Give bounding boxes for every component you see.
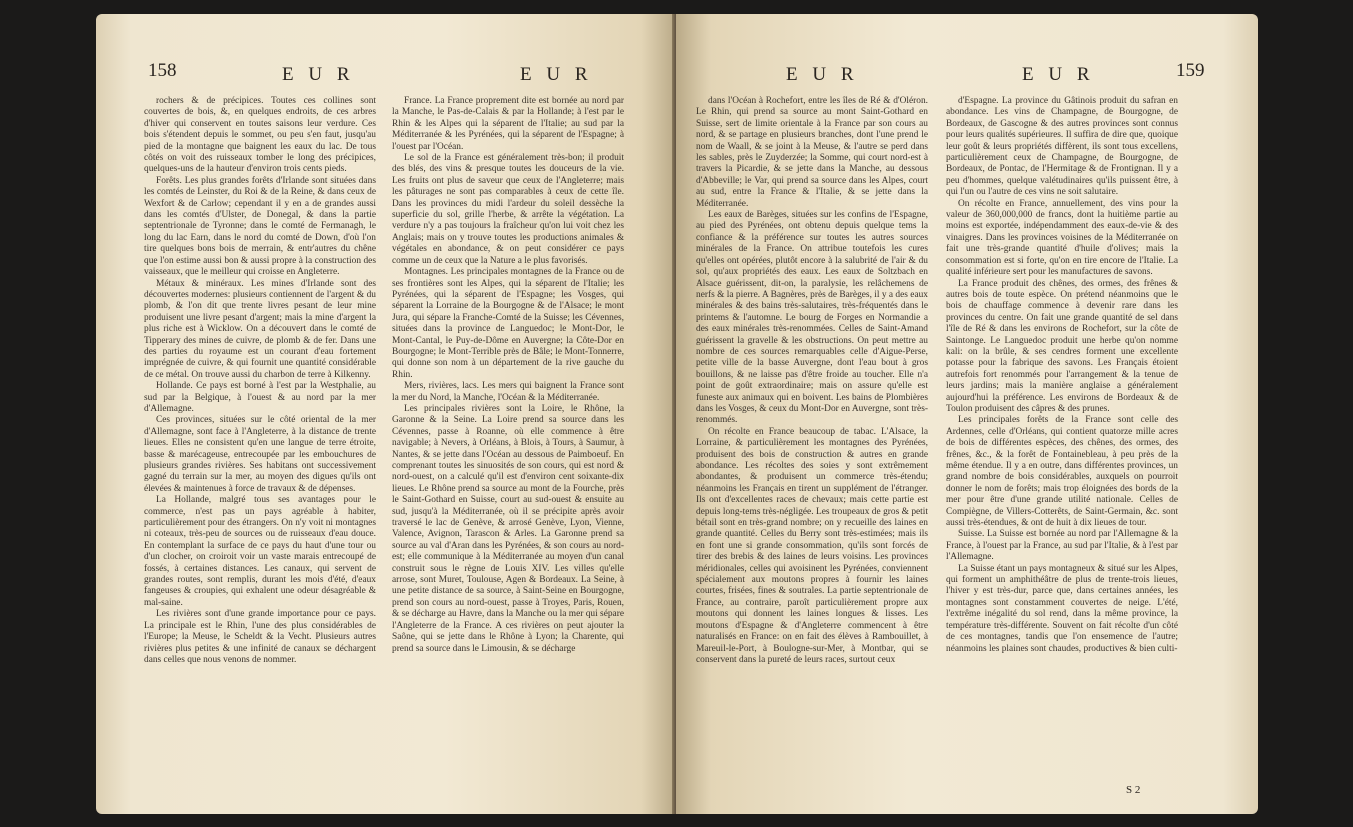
paragraph: Hollande. Ce pays est borné à l'est par la Westphalie, au sud par la Belgique, à l'ouest & au nord par la mer d'Allemagne. [144,381,376,414]
page-number: 159 [1176,60,1205,81]
running-head: E U R [786,64,859,85]
paragraph: France. La France proprement dite est bornée au nord par la Manche, le Pas-de-Calais & par la Hollande; à l'est par le Rhin & les Alpes qui la séparent de l'Italie; au sud par la Méditerranée & les Pyrénées, qui la séparent de l'Espagne; à l'ouest par l'Océan. [392,96,624,152]
paragraph: Les rivières sont d'une grande importance pour ce pays. La principale est le Rhin, l'une des plus considérables de l'Europe; la Meuse, le Scheldt & la Vecht. Plusieurs autres rivières plus petites & une infinité de canaux se déchargent dans celles que nous venons de nommer. [144,609,376,665]
paragraph: Métaux & minéraux. Les mines d'Irlande sont des découvertes modernes: plusieurs contiennent de l'argent & du plomb, & l'on dit que trente livres pesant de leur mine produisent une livre pesant d'argent; mais la mine d'argent la plus riche est à Wicklow. On a découvert dans le comté de Tipperary des mines de cuivre, de plomb & de fer. Dans une des parties du royaume est un courant d'eau fortement imprégnée de cuivre, & qui fournit une quantité considérable de ce métal. On trouve aussi du charbon de terre à Kilkenny. [144,278,376,380]
paragraph: On récolte en France, annuellement, des vins pour la valeur de 360,000,000 de francs, dont la huitième partie au moins est exportée, indépendamment des eaux-de-vie & des vinaigres. Dans les provinces voisines de la Méditerranée on fait une très-grande quantité d'huile d'olives; mais la consommation est si forte, qu'on en tire encore de l'Italie. La qualité inférieure sert pour les manufactures de savons. [946,198,1178,278]
running-head: E U R [1022,64,1095,85]
paragraph: rochers & de précipices. Toutes ces collines sont couvertes de bois, &, en quelques endroits, de ces arbres d'hiver qui conservent en toutes saisons leur verdure. Ces bois s'étendent depuis le sommet, ou peu s'en faut, jusqu'au pied de la montagne que baignent les eaux du lac. De tous côtés on voit des ruisseaux tomber le long des précipices, quelques-uns de la hauteur d'environ trois cents pieds. [144,96,376,175]
running-head: E U R [282,64,355,85]
paragraph: La Suisse étant un pays montagneux & situé sur les Alpes, qui forment un amphithéâtre de plus de trente-trois lieues, l'hiver y est très-dur, parce que, dans certaines années, les montagnes sont constamment couvertes de neige. L'été, l'extrême inégalité du sol rend, dans la même province, la température très-différente. Souvent on fait récolte d'un côté de ces montagnes, tandis que l'on ensemence de l'autre; néanmoins les plaines sont chaudes, productives & bien culti- [946,563,1178,654]
page-number: 158 [148,60,177,81]
paragraph: Forêts. Les plus grandes forêts d'Irlande sont situées dans les comtés de Leinster, du Roi & de la Reine, & dans ceux de Wexfort & de Carlow; cependant il y en a de grandes aussi dans les comtés d'Ulster, de Donegal, & dans la partie septentrionale de Tyronne; dans le comté de Fermanagh, le long du lac Earn, dans le nord du comté de Down, d'où l'on tire quelques bons bois de merrain, & entr'autres du chêne que l'on estime aussi bon & aussi propre à la construction des vaisseaux, que le meilleur qui croisse en Angleterre. [144,175,376,278]
paragraph: Suisse. La Suisse est bornée au nord par l'Allemagne & la France, à l'ouest par la France, au sud par l'Italie, & à l'est par l'Allemagne. [946,529,1178,563]
paragraph: Les eaux de Barèges, situées sur les confins de l'Espagne, au pied des Pyrénées, ont obtenu depuis quelque tems la confiance & la préférence sur toutes les autres sources minérales de la France. On attribue toutefois les cures qu'elles ont opérées, plutôt encore à la salubrité de l'air & du sol, qu'aux propriétés des eaux. Les eaux de Soltzbach en Alsace guérissent, dit-on, la paralysie, les relâchemens de nerfs & la pierre. A Bagnères, près de Barèges, il y a des eaux minérales & des bains très-salutaires, très-fréquentés dans le printems & l'automne. Le bourg de Forges en Normandie a des eaux minérales très-renommées. Celles de Saint-Amand guérissent la gravelle & les obstructions. On peut mettre au nombre de ces sources remarquables celle d'Aigue-Perse, petite ville de la basse Auvergne, dont l'eau bout à gros bouillons, & ne laisse pas d'être froide au toucher. Elle n'a point de goût extraordinaire; mais on assure qu'elle est funeste aux animaux qui en boivent. Les bains de Plombières dans les Vosges, & ceux du Mont-Dor en Auvergne, sont très-renommés. [696,210,928,426]
running-head: E U R [520,64,593,85]
paragraph: Mers, rivières, lacs. Les mers qui baignent la France sont la mer du Nord, la Manche, l'Océan & la Méditerranée. [392,381,624,403]
text-column-right [392,96,624,796]
paragraph: Ces provinces, situées sur le côté oriental de la mer d'Allemagne, sont face à l'Angleterre, à la distance de trente lieues. Elles ne consistent qu'en une langue de terre étroite, basse & marécageuse, entrecoupée par les embouchures de plusieurs grandes rivières. Ses habitans ont successivement gagné du terrain sur la mer, au moyen des digues qu'ils ont élevées & maintenues à force de travaux & de dépenses. [144,415,376,494]
paragraph: dans l'Océan à Rochefort, entre les îles de Ré & d'Oléron. Le Rhin, qui prend sa source au mont Saint-Gothard en Suisse, sert de limite orientale à la France par son cours au nord, & se partage en plusieurs branches, dont l'une prend le nom de Waall, & se joint à la Meuse, & l'autre se perd dans les sables, près le Zuyderzée; la Somme, qui court nord-est à travers la Picardie, & se jette dans la Manche, au dessous d'Abbeville; le Var, qui prend sa source dans les Alpes, court au sud, entre la France & l'Italie, & se jette dans la Méditerranée. [696,96,928,209]
right-page [676,14,1258,814]
paragraph: La France produit des chênes, des ormes, des frênes & autres bois de toute espèce. On prétend néanmoins que le bois de chauffage commence à devenir rare dans les provinces du centre. On fait une grande quantité de sel dans l'île de Ré & dans les environs de Rochefort, sur la côte de Saintonge. Le Languedoc produit une herbe qu'on nomme kali: on la brûle, & ses cendres forment une excellente potasse pour la fabrique des savons. Les Français étoient autrefois fort renommés pour l'arrangement & la tenue de leurs jardins; mais la manière anglaise a généralement aujourd'hui la préférence. Les environs de Bordeaux & de Toulon produisent des câpres & des prunes. [946,278,1178,414]
paragraph: Montagnes. Les principales montagnes de la France ou de ses frontières sont les Alpes, qui la séparent de l'Italie; les Pyrénées, qui la séparent de l'Espagne; les Vosges, qui séparent la Lorraine de la Bourgogne & de l'Alsace; le mont Jura, qui sépare la Franche-Comté de la Suisse; les Cévennes, situées dans la province de Languedoc; le Mont-Dor, le Mont-Cantal, le Puy-de-Dôme en Auvergne; la Côte-Dor en Bourgogne; le Mont-Terrible près de Bâle; le Mont-Tonnerre, qui donne son nom à un département de la rive gauche du Rhin. [392,267,624,380]
paragraph: Les principales rivières sont la Loire, le Rhône, la Garonne & la Seine. La Loire prend sa source dans les Cévennes, passe à Roanne, où elle commence à être navigable; à Nevers, à Orléans, à Blois, à Tours, à Saumur, à Nantes, & se jette dans l'Océan au dessous de Paimboeuf. En comprenant toutes les sinuosités de son cours, qui est nord & nord-ouest, on a calculé qu'il est d'environ cent soixante-dix lieues. Le Rhône prend sa source au mont de la Fourche, près le Saint-Gothard en Suisse, court au sud-ouest & ensuite au sud, jusqu'à la Méditerranée, où il se précipite après avoir traversé le lac de Genève, & arrosé Genève, Lyon, Vienne, Valence, Avignon, Tarascon & Arles. La Garonne prend sa source au val d'Aran dans les Pyrénées, & son cours au nord-est; elle communique à la Méditerranée au moyen d'un canal construit sous le règne de Louis XIV. Les villes qu'elle arrose, sont Muret, Toulouse, Agen & Bordeaux. La Seine, à une petite distance de sa source, à Saint-Seine en Bourgogne, prend son cours au nord-ouest, passe à Troyes, Paris, Rouen, & se décharge au Havre, dans la Manche ou la mer qui sépare l'Angleterre de la France. A ces rivières on peut ajouter la Saône, qui se jette dans le Rhône à Lyon; la Charente, qui prend sa source dans le Limousin, & se décharge [392,403,624,654]
text-column-right [946,96,1178,780]
paragraph: d'Espagne. La province du Gâtinois produit du safran en abondance. Les vins de Champagne, de Bourgogne, de Bordeaux, de Gascogne & des autres provinces sont connus pour leurs qualités supérieures. Il suffira de dire que, quoique leur goût & leurs propriétés diffèrent, ils sont tous excellens, particulièrement ceux de Champagne, de Bourgogne, de Bordeaux, de Pontac, de l'Hermitage & de Frontignan. Il y a peu d'hommes, quelque valétudinaires qu'ils puissent être, à qui l'un ou l'autre de ces vins ne soit salutaire. [946,96,1178,198]
paragraph: Les principales forêts de la France sont celle des Ardennes, celle d'Orléans, qui contient quatorze mille acres de bois de différentes espèces, des chênes, des ormes, des frênes, &c., & la forêt de Fontainebleau, à peu près de la même étendue. Il y a en outre, dans différentes provinces, un grand nombre de bois considérables, auxquels on pourroit donner le nom de forêts; mais trop éloignées des bords de la mer pour être d'une grande utilité nationale. Celles de Compiègne, de Villers-Cotterêts, de Saint-Germain, &c. sont aussi très-étendues, & ont de huit à dix lieues de tour. [946,415,1178,529]
left-page [96,14,676,814]
signature-mark: S 2 [1126,784,1141,796]
paragraph: Le sol de la France est généralement très-bon; il produit des blés, des vins & presque toutes les douceurs de la vie. Les fruits ont plus de saveur que ceux de l'Angleterre; mais les pâturages ne sont pas comparables à ceux de cette île. Dans les provinces du midi l'ardeur du soleil dessèche la superficie du sol, grille l'herbe, & arrête la végétation. La verdure n'y a pas toujours la fraîcheur qu'on lui voit chez les Anglais; mais on y trouve toutes les productions animales & végétales en abondance, & on peut considérer ce pays comme un de ceux que la Nature a le plus favorisés. [392,153,624,266]
paragraph: La Hollande, malgré tous ses avantages pour le commerce, n'est pas un pays agréable à habiter, particulièrement pour des étrangers. On n'y voit ni montagnes ni coteaux, très-peu de sources ou de ruisseaux d'eau douce. En contemplant la surface de ce pays du haut d'une tour ou d'un clocher, on croiroit voir un vaste marais entrecoupé de fossés, à certaines distances. Les canaux, qui servent de grandes routes, sont remplis, durant les mois d'été, d'eaux fangeuses & croupies, qui exhalent une odeur désagréable & mal-saine. [144,495,376,608]
text-column-left [144,96,376,796]
paragraph: On récolte en France beaucoup de tabac. L'Alsace, la Lorraine, & particulièrement les montagnes des Pyrénées, produisent des bois de construction & autres en grande abondance. Les récoltes des soies y sont extrêmement abondantes, & produisent un commerce très-étendu; néanmoins les Français en tirent un supplément de l'étranger. Ils ont d'excellentes races de chevaux; mais cette partie est depuis long-tems très-négligée. Les troupeaux de gros & petit bétail sont en très-grand nombre; on y recueille des laines en grande quantité. Celles du Berry sont très-estimées; mais ils en font une si grande consommation, qu'ils sont forcés de tirer des brebis & des laines de leurs voisins. Les provinces méridionales, celles qui avoisinent les Pyrénées, conviennent spécialement aux moutons propres à fournir les laines courtes, frisées, fines & soutrales. La partie septentrionale de France, au contraire, paroît particulièrement propre aux moutons qui donnent les laines longues & lisses. Les moutons d'Espagne & d'Angleterre commencent à être naturalisés en France: on en fait des élèves à Rambouillet, à Mareuil-le-Port, à Boulogne-sur-Mer, à Montbar, qui se conservent dans la pureté de leurs races, surtout ceux [696,426,928,665]
text-column-left [696,96,928,796]
